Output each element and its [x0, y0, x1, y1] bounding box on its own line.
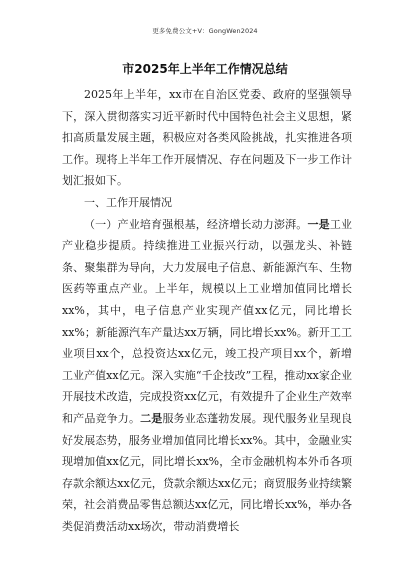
document-body — [62, 84, 352, 537]
paragraph-industry — [62, 214, 352, 538]
point-two-label: 二是 — [140, 411, 163, 425]
intro-paragraph: 2025年上半年，xx市在自治区党委、政府的坚强领导下，深入贯彻落实习近平新时代中国特色社会主义思想，紧扣高质量发展主题，积极应对各类风险挑战，扎实推进各项工作。现将上半年工作开展情况、存在问题及下一步工作计划汇报如下。 — [62, 88, 352, 188]
header-note: 更多免费公文+V：GongWen2024 — [152, 27, 258, 35]
document-title: 市2025年上半年工作情况总结 — [122, 62, 288, 76]
point-two-text: 服务业态蓬勃发展。现代服务业呈现良好发展态势，服务业增加值同比增长xx%。其中，金融业实现增加值xx亿元，同比增长xx%，全市金融机构本外币各项存款余额达xx亿元，贷款余额达xx亿元；商贸服务业持续繁荣，社会消费品零售总额达xx亿元，同比增长xx%，举办各类促消费活动xx场次，带动消费增长 — [62, 411, 353, 533]
point-one-text: 工业产业稳步提质。持续推进工业振兴行动，以强龙头、补链条、聚集群为导向，大力发展电子信息、新能源汽车、生物医药等重点产业。上半年，规模以上工业增加值同比增长xx%，其中，电子信息产业实现产值xx亿元，同比增长xx%；新能源汽车产量达xx万辆，同比增长xx%。新开工工业项目xx个，总投资达xx亿元，竣工投产项目xx个，新增工业产值xx亿元。深入实施“千企技改”工程，推动xx家企业开展技术改造，完成投资xx亿元，有效提升了企业生产效率和产品竞争力。 — [62, 217, 353, 425]
paragraph-lead: （一）产业培育强根基，经济增长动力澎湃。 — [84, 217, 308, 231]
point-one-label: 一是 — [307, 217, 330, 231]
section-heading: 一、工作开展情况 — [84, 195, 172, 209]
